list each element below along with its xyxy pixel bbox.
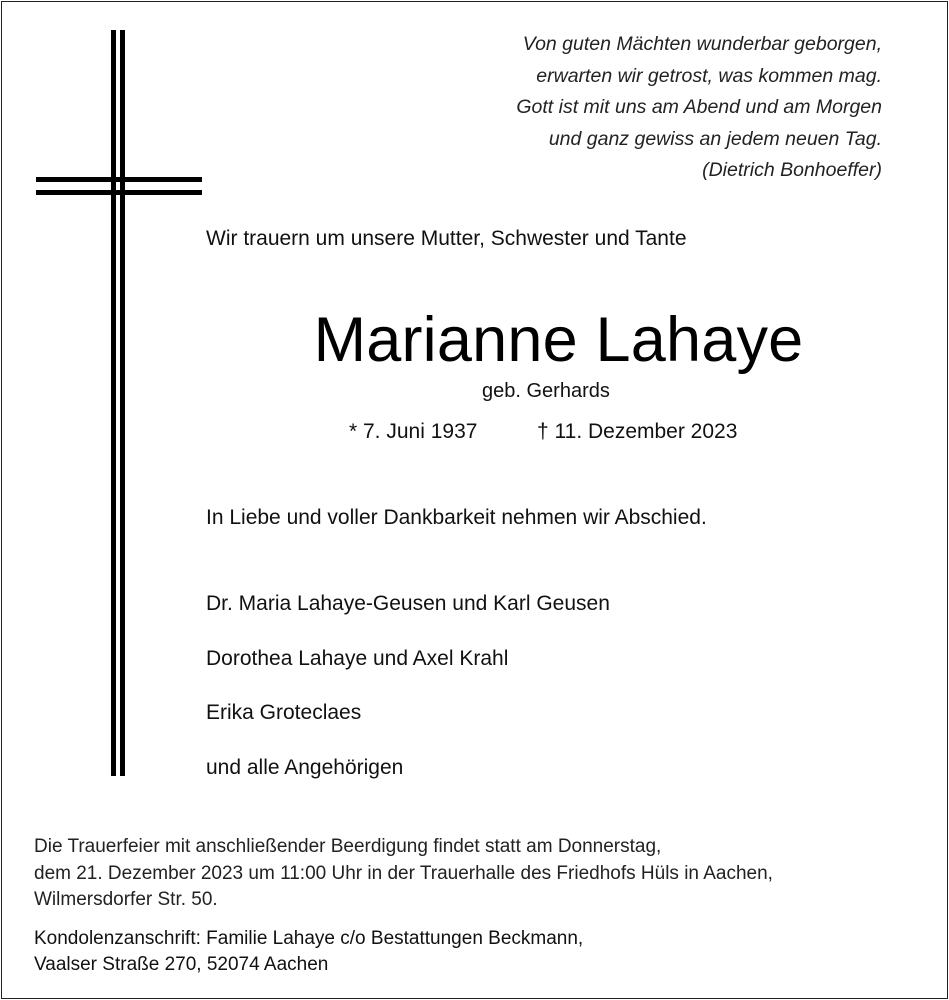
poem-line: Von guten Mächten wunderbar geborgen, xyxy=(522,33,882,55)
mourner-item: Dorothea Lahaye und Axel Krahl xyxy=(206,647,509,670)
ceremony-line: Wilmersdorfer Str. 50. xyxy=(34,889,218,910)
mourning-intro: Wir trauern um unsere Mutter, Schwester und Tante xyxy=(206,227,687,250)
death-date: † 11. Dezember 2023 xyxy=(537,420,738,443)
farewell-text: In Liebe und voller Dankbarkeit nehmen wir Abschied. xyxy=(206,506,707,529)
mourner-item: und alle Angehörigen xyxy=(206,756,404,779)
poem-block xyxy=(516,29,882,187)
mourner-item: Dr. Maria Lahaye-Geusen und Karl Geusen xyxy=(206,592,610,615)
birth-date: * 7. Juni 1937 xyxy=(349,420,478,443)
ceremony-line: dem 21. Dezember 2023 um 11:00 Uhr in der Trauerhalle des Friedhofs Hüls in Aachen, xyxy=(34,862,773,884)
poem-line: und ganz gewiss an jedem neuen Tag. xyxy=(548,127,882,150)
condolence-line: Kondolenzanschrift: Familie Lahaye c/o Bestattungen Beckmann, xyxy=(34,928,584,949)
deceased-name: Marianne Lahaye xyxy=(313,305,804,375)
poem-author: (Dietrich Bonhoeffer) xyxy=(702,159,882,181)
ceremony-line: Die Trauerfeier mit anschließender Beerdigung findet statt am Donnerstag, xyxy=(34,836,662,857)
maiden-name: geb. Gerhards xyxy=(482,380,610,402)
condolence-address xyxy=(34,926,583,978)
mourner-item: Erika Groteclaes xyxy=(206,701,362,724)
poem-line: erwarten wir getrost, was kommen mag. xyxy=(536,64,882,87)
poem-line: Gott ist mit uns am Abend und am Morgen xyxy=(516,96,882,118)
cross-icon xyxy=(36,30,202,776)
condolence-line: Vaalser Straße 270, 52074 Aachen xyxy=(34,954,329,975)
ceremony-info xyxy=(34,834,773,914)
